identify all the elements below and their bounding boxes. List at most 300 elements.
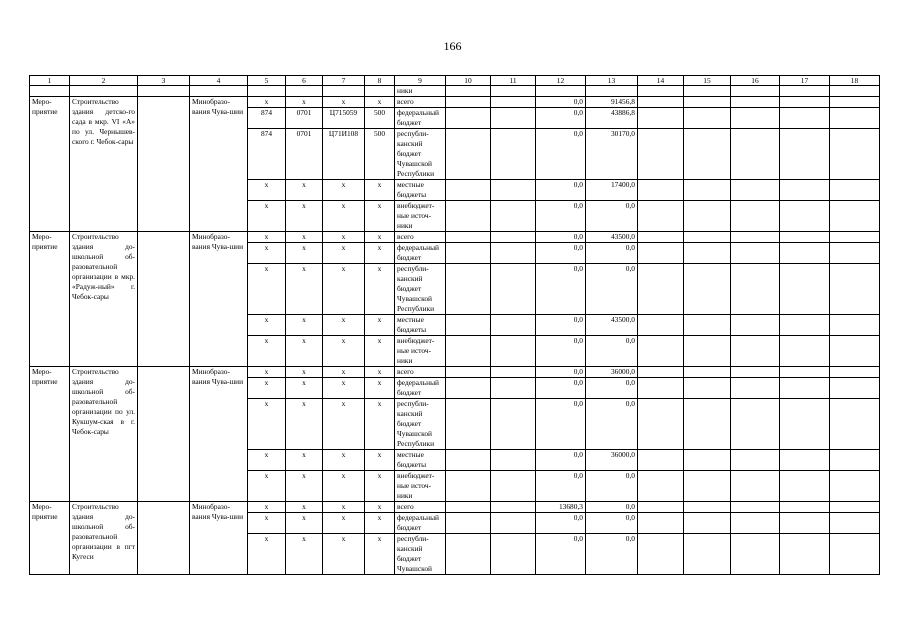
continuation-row <box>30 86 880 97</box>
source-cell: республи- канский бюджет Чувашской Республики <box>395 264 446 315</box>
value-cell-15 <box>684 315 731 336</box>
value-cell-12: 0,0 <box>536 232 586 243</box>
value-cell-10 <box>446 378 491 399</box>
column-header: 15 <box>684 76 731 86</box>
value-cell-14 <box>638 232 684 243</box>
code-cell-6: x <box>286 502 323 513</box>
budget-table <box>29 75 880 575</box>
code-cell-7: x <box>323 180 365 201</box>
code-cell-7: x <box>323 97 365 108</box>
source-cell: местные бюджеты <box>395 450 446 471</box>
measure-type-cell: Меро- приятие <box>30 502 70 575</box>
table-row <box>30 97 880 108</box>
source-cell: федеральный бюджет <box>395 243 446 264</box>
source-cell: всего <box>395 97 446 108</box>
value-cell-15 <box>684 399 731 450</box>
empty-cell <box>586 86 638 97</box>
code-cell-7: x <box>323 264 365 315</box>
value-cell-11 <box>491 129 536 180</box>
participant-cell <box>138 97 190 232</box>
column-header: 4 <box>190 76 248 86</box>
empty-cell <box>138 86 190 97</box>
column-header: 7 <box>323 76 365 86</box>
value-cell-11 <box>491 336 536 367</box>
code-cell-6: x <box>286 201 323 232</box>
value-cell-15 <box>684 108 731 129</box>
code-cell-5: x <box>248 471 286 502</box>
value-cell-10 <box>446 367 491 378</box>
value-cell-10 <box>446 315 491 336</box>
value-cell-11 <box>491 201 536 232</box>
source-cell: республи- канский бюджет Чувашской Республики <box>395 129 446 180</box>
column-header: 18 <box>830 76 880 86</box>
value-cell-15 <box>684 450 731 471</box>
value-cell-18 <box>830 201 880 232</box>
value-cell-17 <box>780 534 830 575</box>
value-cell-10 <box>446 243 491 264</box>
value-cell-16 <box>731 264 780 315</box>
value-cell-14 <box>638 534 684 575</box>
value-cell-16 <box>731 399 780 450</box>
value-cell-16 <box>731 502 780 513</box>
code-cell-5: x <box>248 399 286 450</box>
empty-cell <box>830 86 880 97</box>
code-cell-7: x <box>323 378 365 399</box>
code-cell-5: 874 <box>248 129 286 180</box>
value-cell-11 <box>491 243 536 264</box>
value-cell-14 <box>638 180 684 201</box>
value-cell-13: 0,0 <box>586 201 638 232</box>
value-cell-17 <box>780 129 830 180</box>
code-cell-8: 500 <box>365 108 395 129</box>
value-cell-16 <box>731 315 780 336</box>
value-cell-13: 0,0 <box>586 534 638 575</box>
column-header-row <box>30 76 880 86</box>
column-header: 8 <box>365 76 395 86</box>
value-cell-13: 0,0 <box>586 243 638 264</box>
code-cell-8: 500 <box>365 129 395 180</box>
empty-cell <box>30 86 70 97</box>
value-cell-10 <box>446 201 491 232</box>
value-cell-10 <box>446 399 491 450</box>
participant-cell <box>138 367 190 502</box>
code-cell-7: x <box>323 534 365 575</box>
value-cell-10 <box>446 534 491 575</box>
code-cell-6: x <box>286 264 323 315</box>
value-cell-10 <box>446 232 491 243</box>
code-cell-8: x <box>365 399 395 450</box>
value-cell-17 <box>780 513 830 534</box>
value-cell-14 <box>638 513 684 534</box>
code-cell-6: x <box>286 399 323 450</box>
measure-name-cell: Строительство здания детско-го сада в мкр. VI «А» по ул. Чернышев-ского г. Чебок-сары <box>70 97 138 232</box>
value-cell-10 <box>446 108 491 129</box>
code-cell-5: x <box>248 336 286 367</box>
empty-cell <box>248 86 286 97</box>
source-cell: федеральный бюджет <box>395 513 446 534</box>
code-cell-8: x <box>365 201 395 232</box>
empty-cell <box>446 86 491 97</box>
value-cell-11 <box>491 399 536 450</box>
value-cell-15 <box>684 264 731 315</box>
value-cell-10 <box>446 502 491 513</box>
code-cell-6: x <box>286 378 323 399</box>
value-cell-16 <box>731 97 780 108</box>
value-cell-12: 13680,3 <box>536 502 586 513</box>
value-cell-15 <box>684 180 731 201</box>
value-cell-12: 0,0 <box>536 201 586 232</box>
value-cell-11 <box>491 450 536 471</box>
measure-name-cell: Строительство здания до-школьной об-разовательной организации в пгт Кугеси <box>70 502 138 575</box>
executor-cell: Минобразо-вания Чува-шии <box>190 97 248 232</box>
code-cell-8: x <box>365 378 395 399</box>
empty-cell <box>780 86 830 97</box>
column-header: 16 <box>731 76 780 86</box>
code-cell-6: x <box>286 450 323 471</box>
empty-cell <box>190 86 248 97</box>
value-cell-14 <box>638 471 684 502</box>
value-cell-12: 0,0 <box>536 471 586 502</box>
code-cell-6: x <box>286 534 323 575</box>
value-cell-18 <box>830 378 880 399</box>
code-cell-5: x <box>248 450 286 471</box>
code-cell-6: x <box>286 97 323 108</box>
value-cell-15 <box>684 129 731 180</box>
column-header: 1 <box>30 76 70 86</box>
empty-cell <box>323 86 365 97</box>
source-cell: всего <box>395 232 446 243</box>
value-cell-11 <box>491 471 536 502</box>
code-cell-8: x <box>365 534 395 575</box>
source-cell: местные бюджеты <box>395 180 446 201</box>
value-cell-13: 0,0 <box>586 264 638 315</box>
value-cell-16 <box>731 129 780 180</box>
code-cell-7: x <box>323 502 365 513</box>
code-cell-8: x <box>365 97 395 108</box>
value-cell-14 <box>638 264 684 315</box>
value-cell-14 <box>638 336 684 367</box>
value-cell-16 <box>731 180 780 201</box>
value-cell-12: 0,0 <box>536 108 586 129</box>
code-cell-6: x <box>286 513 323 534</box>
empty-cell <box>536 86 586 97</box>
value-cell-12: 0,0 <box>536 534 586 575</box>
executor-cell: Минобразо-вания Чува-шии <box>190 232 248 367</box>
empty-cell <box>684 86 731 97</box>
code-cell-7: x <box>323 315 365 336</box>
empty-cell <box>286 86 323 97</box>
value-cell-12: 0,0 <box>536 129 586 180</box>
code-cell-7: x <box>323 367 365 378</box>
value-cell-16 <box>731 336 780 367</box>
value-cell-17 <box>780 315 830 336</box>
source-cell: внебюджет- ные источ- ники <box>395 471 446 502</box>
value-cell-16 <box>731 450 780 471</box>
code-cell-8: x <box>365 315 395 336</box>
code-cell-6: x <box>286 180 323 201</box>
column-header: 13 <box>586 76 638 86</box>
value-cell-12: 0,0 <box>536 243 586 264</box>
code-cell-5: x <box>248 180 286 201</box>
value-cell-17 <box>780 367 830 378</box>
value-cell-11 <box>491 378 536 399</box>
value-cell-17 <box>780 108 830 129</box>
value-cell-17 <box>780 502 830 513</box>
value-cell-17 <box>780 336 830 367</box>
value-cell-15 <box>684 534 731 575</box>
value-cell-10 <box>446 513 491 534</box>
code-cell-5: 874 <box>248 108 286 129</box>
value-cell-17 <box>780 97 830 108</box>
value-cell-12: 0,0 <box>536 264 586 315</box>
empty-cell <box>491 86 536 97</box>
value-cell-15 <box>684 513 731 534</box>
source-cell: федеральный бюджет <box>395 108 446 129</box>
value-cell-14 <box>638 367 684 378</box>
value-cell-11 <box>491 97 536 108</box>
value-cell-12: 0,0 <box>536 315 586 336</box>
column-header: 11 <box>491 76 536 86</box>
code-cell-6: x <box>286 243 323 264</box>
value-cell-11 <box>491 264 536 315</box>
value-cell-16 <box>731 534 780 575</box>
code-cell-5: x <box>248 378 286 399</box>
value-cell-18 <box>830 471 880 502</box>
value-cell-14 <box>638 97 684 108</box>
code-cell-6: x <box>286 315 323 336</box>
column-header: 6 <box>286 76 323 86</box>
value-cell-15 <box>684 502 731 513</box>
value-cell-16 <box>731 367 780 378</box>
column-header: 12 <box>536 76 586 86</box>
code-cell-6: x <box>286 336 323 367</box>
table-row <box>30 502 880 513</box>
value-cell-11 <box>491 180 536 201</box>
column-header: 17 <box>780 76 830 86</box>
value-cell-18 <box>830 264 880 315</box>
value-cell-14 <box>638 108 684 129</box>
value-cell-18 <box>830 513 880 534</box>
value-cell-11 <box>491 315 536 336</box>
code-cell-8: x <box>365 180 395 201</box>
value-cell-10 <box>446 450 491 471</box>
value-cell-16 <box>731 201 780 232</box>
value-cell-18 <box>830 502 880 513</box>
value-cell-18 <box>830 243 880 264</box>
value-cell-11 <box>491 108 536 129</box>
code-cell-7: Ц71И108 <box>323 129 365 180</box>
empty-cell <box>70 86 138 97</box>
code-cell-7: x <box>323 201 365 232</box>
measure-name-cell: Строительство здания до-школьной об-разовательной организации по ул. Кукшум-ская в г. Чебок-сары <box>70 367 138 502</box>
value-cell-10 <box>446 97 491 108</box>
code-cell-5: x <box>248 367 286 378</box>
value-cell-18 <box>830 232 880 243</box>
value-cell-15 <box>684 243 731 264</box>
code-cell-7: x <box>323 471 365 502</box>
value-cell-16 <box>731 108 780 129</box>
value-cell-18 <box>830 336 880 367</box>
code-cell-8: x <box>365 471 395 502</box>
value-cell-17 <box>780 201 830 232</box>
value-cell-15 <box>684 97 731 108</box>
value-cell-13: 0,0 <box>586 502 638 513</box>
value-cell-14 <box>638 201 684 232</box>
source-cell: внебюджет- ные источ- ники <box>395 201 446 232</box>
value-cell-13: 91456,8 <box>586 97 638 108</box>
value-cell-12: 0,0 <box>536 450 586 471</box>
value-cell-13: 0,0 <box>586 399 638 450</box>
value-cell-17 <box>780 471 830 502</box>
code-cell-6: 0701 <box>286 108 323 129</box>
measure-name-cell: Строительство здания до-школьной об-разовательной организации в мкр. «Радуж-ный» г. Чебок-сары <box>70 232 138 367</box>
value-cell-14 <box>638 399 684 450</box>
value-cell-16 <box>731 513 780 534</box>
value-cell-13: 30170,0 <box>586 129 638 180</box>
value-cell-11 <box>491 513 536 534</box>
value-cell-15 <box>684 367 731 378</box>
code-cell-5: x <box>248 232 286 243</box>
page-number: 166 <box>443 39 462 53</box>
value-cell-16 <box>731 378 780 399</box>
value-cell-13: 0,0 <box>586 336 638 367</box>
source-cell: республи- канский бюджет Чувашской <box>395 534 446 575</box>
code-cell-8: x <box>365 336 395 367</box>
value-cell-12: 0,0 <box>536 378 586 399</box>
code-cell-8: x <box>365 450 395 471</box>
empty-cell <box>638 86 684 97</box>
column-header: 2 <box>70 76 138 86</box>
value-cell-11 <box>491 232 536 243</box>
value-cell-11 <box>491 367 536 378</box>
code-cell-5: x <box>248 97 286 108</box>
source-cell: всего <box>395 502 446 513</box>
value-cell-13: 0,0 <box>586 513 638 534</box>
value-cell-12: 0,0 <box>536 367 586 378</box>
code-cell-5: x <box>248 315 286 336</box>
value-cell-17 <box>780 243 830 264</box>
value-cell-10 <box>446 129 491 180</box>
value-cell-18 <box>830 129 880 180</box>
value-cell-18 <box>830 399 880 450</box>
code-cell-6: x <box>286 232 323 243</box>
value-cell-13: 36000,0 <box>586 450 638 471</box>
code-cell-6: 0701 <box>286 129 323 180</box>
participant-cell <box>138 232 190 367</box>
value-cell-13: 43500,0 <box>586 232 638 243</box>
participant-cell <box>138 502 190 575</box>
value-cell-13: 0,0 <box>586 378 638 399</box>
table-row <box>30 367 880 378</box>
code-cell-7: x <box>323 450 365 471</box>
value-cell-17 <box>780 180 830 201</box>
code-cell-5: x <box>248 534 286 575</box>
code-cell-7: Ц715059 <box>323 108 365 129</box>
value-cell-15 <box>684 378 731 399</box>
value-cell-18 <box>830 534 880 575</box>
source-cell: республи- канский бюджет Чувашской Республики <box>395 399 446 450</box>
value-cell-17 <box>780 378 830 399</box>
value-cell-13: 36000,0 <box>586 367 638 378</box>
code-cell-8: x <box>365 513 395 534</box>
value-cell-17 <box>780 264 830 315</box>
value-cell-13: 43886,8 <box>586 108 638 129</box>
value-cell-13: 17400,0 <box>586 180 638 201</box>
value-cell-14 <box>638 450 684 471</box>
code-cell-5: x <box>248 201 286 232</box>
value-cell-18 <box>830 450 880 471</box>
code-cell-5: x <box>248 264 286 315</box>
value-cell-16 <box>731 243 780 264</box>
value-cell-14 <box>638 129 684 180</box>
value-cell-17 <box>780 232 830 243</box>
value-cell-16 <box>731 471 780 502</box>
empty-cell <box>365 86 395 97</box>
value-cell-15 <box>684 232 731 243</box>
executor-cell: Минобразо-вания Чува-шии <box>190 367 248 502</box>
value-cell-10 <box>446 264 491 315</box>
value-cell-18 <box>830 367 880 378</box>
code-cell-7: x <box>323 232 365 243</box>
measure-type-cell: Меро- приятие <box>30 97 70 232</box>
value-cell-14 <box>638 502 684 513</box>
column-header: 14 <box>638 76 684 86</box>
value-cell-12: 0,0 <box>536 513 586 534</box>
executor-cell: Минобразо-вания Чува-шии <box>190 502 248 575</box>
value-cell-10 <box>446 336 491 367</box>
code-cell-6: x <box>286 367 323 378</box>
value-cell-15 <box>684 336 731 367</box>
source-cell: ники <box>395 86 446 97</box>
code-cell-7: x <box>323 336 365 367</box>
value-cell-12: 0,0 <box>536 97 586 108</box>
value-cell-15 <box>684 471 731 502</box>
value-cell-12: 0,0 <box>536 399 586 450</box>
source-cell: местные бюджеты <box>395 315 446 336</box>
value-cell-18 <box>830 180 880 201</box>
value-cell-12: 0,0 <box>536 180 586 201</box>
value-cell-16 <box>731 232 780 243</box>
value-cell-13: 0,0 <box>586 471 638 502</box>
value-cell-14 <box>638 243 684 264</box>
value-cell-11 <box>491 502 536 513</box>
code-cell-8: x <box>365 232 395 243</box>
code-cell-6: x <box>286 471 323 502</box>
value-cell-14 <box>638 378 684 399</box>
table-row <box>30 232 880 243</box>
value-cell-17 <box>780 399 830 450</box>
code-cell-8: x <box>365 502 395 513</box>
code-cell-8: x <box>365 367 395 378</box>
code-cell-8: x <box>365 264 395 315</box>
code-cell-5: x <box>248 502 286 513</box>
code-cell-8: x <box>365 243 395 264</box>
value-cell-15 <box>684 201 731 232</box>
code-cell-7: x <box>323 513 365 534</box>
value-cell-17 <box>780 450 830 471</box>
empty-cell <box>731 86 780 97</box>
code-cell-5: x <box>248 513 286 534</box>
value-cell-18 <box>830 108 880 129</box>
source-cell: всего <box>395 367 446 378</box>
source-cell: внебюджет- ные источ- ники <box>395 336 446 367</box>
value-cell-10 <box>446 471 491 502</box>
column-header: 3 <box>138 76 190 86</box>
source-cell: федеральный бюджет <box>395 378 446 399</box>
measure-type-cell: Меро- приятие <box>30 232 70 367</box>
value-cell-14 <box>638 315 684 336</box>
code-cell-5: x <box>248 243 286 264</box>
